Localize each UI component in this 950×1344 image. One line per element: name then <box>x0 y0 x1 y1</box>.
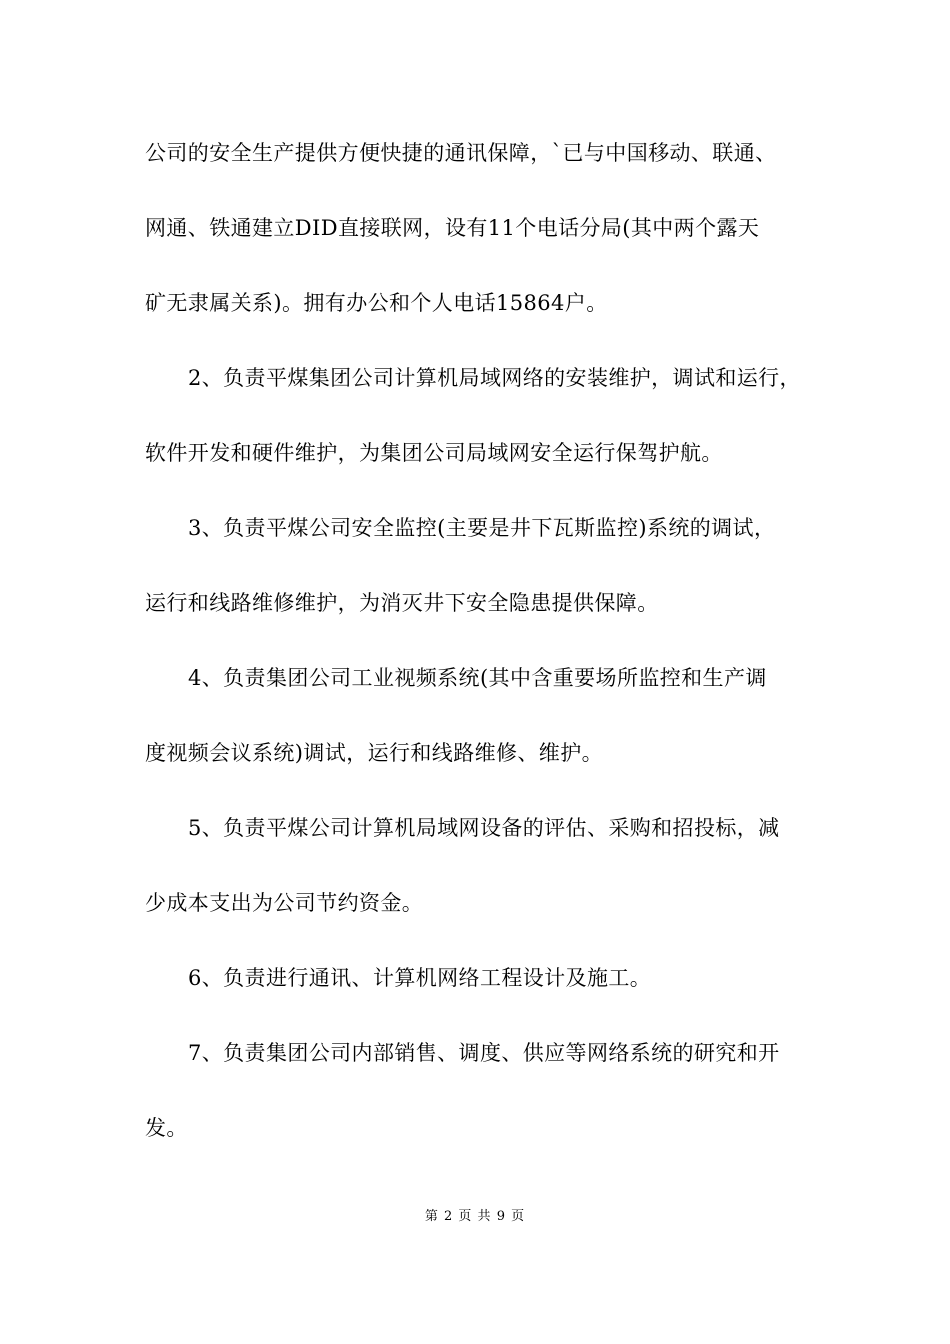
paragraph-item-4: 4、负责集团公司工业视频系统(其中含重要场所监控和生产调 <box>188 666 767 690</box>
text-line: 少成本支出为公司节约资金。 <box>145 891 424 915</box>
page-footer <box>0 1208 950 1226</box>
text-line: 发。 <box>145 1116 188 1140</box>
text-line: 软件开发和硬件维护，为集团公司局域网安全运行保驾护航。 <box>145 441 723 465</box>
text-line: 矿无隶属关系)。拥有办公和个人电话15864户。 <box>145 291 608 315</box>
paragraph-item-5: 5、负责平煤公司计算机局域网设备的评估、采购和招投标，减 <box>188 816 780 840</box>
page-number: 第 2 页 共 9 页 <box>424 1209 526 1224</box>
paragraph-item-7: 7、负责集团公司内部销售、调度、供应等网络系统的研究和开 <box>188 1041 780 1065</box>
paragraph-item-3: 3、负责平煤公司安全监控(主要是井下瓦斯监控)系统的调试， <box>188 516 776 540</box>
text-line: 网通、铁通建立DID直接联网，设有11个电话分局(其中两个露天 <box>145 216 760 240</box>
text-line: 运行和线路维修维护，为消灭井下安全隐患提供保障。 <box>145 591 659 615</box>
text-line: 度视频会议系统)调试，运行和线路维修、维护。 <box>145 741 603 765</box>
paragraph-item-6: 6、负责进行通讯、计算机网络工程设计及施工。 <box>188 966 652 990</box>
text-line: 公司的安全生产提供方便快捷的通讯保障，`已与中国移动、联通、 <box>145 141 777 165</box>
paragraph-item-2: 2、负责平煤集团公司计算机局域网络的安装维护，调试和运行， <box>188 366 801 390</box>
